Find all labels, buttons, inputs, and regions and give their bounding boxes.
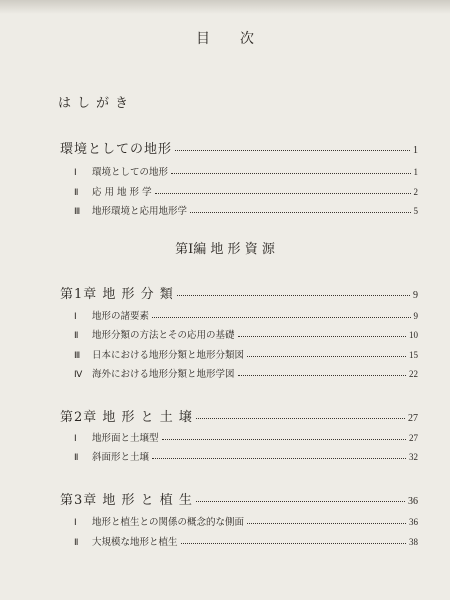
toc-entry-chapter-1 [60, 283, 418, 302]
leader-dots [247, 522, 406, 524]
leader-dots [152, 316, 410, 318]
section-number: Ⅰ [74, 517, 77, 527]
page-number: 27 [409, 433, 418, 443]
toc-section [74, 327, 418, 341]
section-title: 地形分類の方法とその応用の基礎 [92, 330, 235, 341]
section-title: 地形面と土壌型 [92, 433, 159, 444]
toc-section [74, 449, 418, 463]
toc-section [74, 203, 418, 217]
page-number: 22 [409, 369, 418, 379]
section-title: 応 用 地 形 学 [92, 187, 152, 198]
section-number: Ⅱ [74, 187, 79, 197]
section-number: Ⅰ [74, 167, 77, 177]
toc-section [74, 514, 418, 528]
page-number: 9 [413, 311, 418, 321]
toc-entry-chapter-2 [60, 406, 418, 425]
page-number: 2 [413, 187, 418, 197]
page-number: 27 [408, 413, 418, 424]
preface-heading: はしがき [58, 96, 135, 111]
page-number: 10 [409, 330, 418, 340]
section-number: Ⅱ [74, 452, 79, 462]
section-number: Ⅳ [74, 369, 83, 379]
leader-dots [152, 457, 406, 459]
chapter-title: 第1章 地 形 分 類 [60, 287, 174, 302]
toc-title-char: 目 [196, 31, 210, 47]
leader-dots [196, 500, 405, 502]
toc-section [74, 184, 418, 198]
page-number: 36 [409, 517, 418, 527]
page-number: 38 [409, 537, 418, 547]
toc-title-char: 次 [240, 31, 254, 47]
toc-section [74, 164, 418, 178]
toc-section [74, 430, 418, 444]
section-number: Ⅲ [74, 350, 81, 360]
toc-section [74, 308, 418, 322]
leader-dots [238, 374, 406, 376]
leader-dots [247, 355, 406, 357]
section-title: 日本における地形分類と地形分類図 [92, 350, 245, 361]
leader-dots [171, 172, 410, 174]
section-number: Ⅱ [74, 330, 79, 340]
leader-dots [177, 294, 410, 296]
section-title: 海外における地形分類と地形学図 [92, 369, 235, 380]
chapter-title: 環境としての地形 [60, 142, 173, 157]
toc-section [74, 347, 418, 361]
toc-section [74, 366, 418, 380]
page-number: 9 [413, 290, 418, 301]
section-title: 大規模な地形と植生 [92, 537, 178, 548]
leader-dots [155, 192, 411, 194]
leader-dots [196, 417, 405, 419]
section-number: Ⅲ [74, 206, 81, 216]
leader-dots [175, 149, 410, 151]
section-number: Ⅰ [74, 311, 77, 321]
leader-dots [162, 438, 406, 440]
leader-dots [238, 335, 406, 337]
section-title: 斜面形と土壌 [92, 452, 150, 463]
part-heading: 第Ⅰ編 地 形 資 源 [175, 242, 275, 257]
toc-section [74, 534, 418, 548]
page-number: 1 [413, 145, 418, 156]
section-title: 地形の諸要素 [92, 311, 150, 322]
section-title: 地形と植生との関係の概念的な側面 [92, 517, 245, 528]
section-number: Ⅰ [74, 433, 77, 443]
section-title: 環境としての地形 [92, 167, 169, 178]
chapter-title: 第2章 地 形 と 土 壌 [60, 410, 193, 425]
chapter-title: 第3章 地 形 と 植 生 [60, 493, 193, 508]
section-title: 地形環境と応用地形学 [92, 206, 188, 217]
page-number: 1 [413, 167, 418, 177]
leader-dots [181, 542, 406, 544]
page-shadow [0, 0, 450, 14]
toc-entry-chapter-3 [60, 489, 418, 508]
section-number: Ⅱ [74, 537, 79, 547]
page-number: 15 [409, 350, 418, 360]
page-number: 36 [408, 496, 418, 507]
toc-entry-intro [60, 138, 418, 157]
page-number: 32 [409, 452, 418, 462]
toc-title [0, 32, 450, 46]
leader-dots [190, 211, 410, 213]
page-number: 5 [413, 206, 418, 216]
